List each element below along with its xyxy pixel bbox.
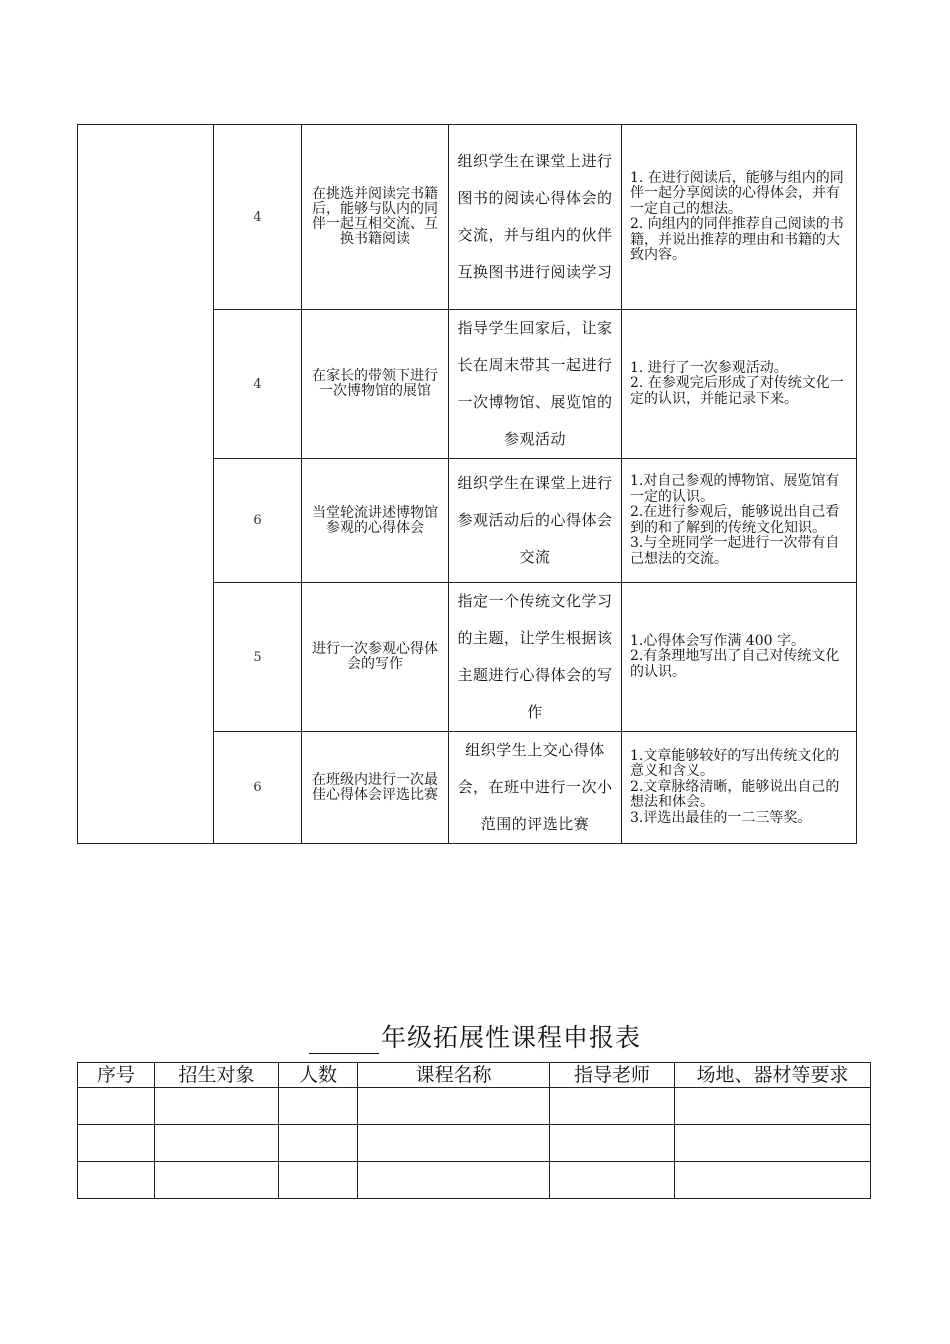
form-cell[interactable] <box>279 1162 358 1199</box>
activity-cell: 当堂轮流讲述博物馆参观的心得体会 <box>302 459 449 583</box>
goals-cell <box>622 732 857 844</box>
goal-item: 1.文章能够较好的写出传统文化的意义和含义。 <box>630 747 840 780</box>
goal-item: 2. 向组内的同伴推荐自己阅读的书籍，并说出推荐的理由和书籍的大致内容。 <box>630 216 844 263</box>
goal-item: 1. 在进行阅读后，能够与组内的同伴一起分享阅读的心得体会，并有一定自己的想法。 <box>630 169 844 217</box>
form-cell[interactable] <box>550 1162 675 1199</box>
form-cell[interactable] <box>675 1162 871 1199</box>
goal-item: 2.文章脉络清晰，能够说出自己的想法和体会。 <box>630 778 840 811</box>
column-header-instructor: 指导老师 <box>550 1063 675 1088</box>
hours-cell: 6 <box>214 459 302 583</box>
goal-item: 1. 进行了一次参观活动。 <box>630 359 788 376</box>
header-row <box>78 1063 871 1088</box>
form-cell[interactable] <box>550 1125 675 1162</box>
form-cell[interactable] <box>358 1125 550 1162</box>
form-cell[interactable] <box>78 1088 155 1125</box>
goals-cell <box>622 459 857 583</box>
goal-item: 3.与全班同学一起进行一次带有自己想法的交流。 <box>630 535 840 567</box>
form-cell[interactable] <box>279 1088 358 1125</box>
hours-cell: 5 <box>214 583 302 732</box>
merged-module-cell <box>78 125 214 844</box>
form-row <box>78 1088 871 1125</box>
goal-item: 1.对自己参观的博物馆、展览馆有一定的认识。 <box>630 473 840 505</box>
form-cell[interactable] <box>155 1088 279 1125</box>
hours-cell: 4 <box>214 310 302 459</box>
column-header-enrollment-target: 招生对象 <box>155 1063 279 1088</box>
application-form-table <box>77 1062 871 1199</box>
method-cell: 组织学生在课堂上进行参观活动后的心得体会交流 <box>449 459 622 583</box>
form-cell[interactable] <box>155 1162 279 1199</box>
goal-item: 1.心得体会写作满 400 字。 <box>630 632 805 649</box>
form-cell[interactable] <box>675 1125 871 1162</box>
activity-cell: 在挑选并阅读完书籍后，能够与队内的同伴一起互相交流、互换书籍阅读 <box>302 125 449 310</box>
method-cell: 组织学生在课堂上进行图书的阅读心得体会的交流，并与组内的伙伴互换图书进行阅读学习 <box>449 125 622 310</box>
activity-cell: 在家长的带领下进行一次博物馆的展馆 <box>302 310 449 459</box>
form-row <box>78 1162 871 1199</box>
hours-cell: 6 <box>214 732 302 844</box>
grade-blank[interactable] <box>309 1027 379 1054</box>
goal-item: 2.在进行参观后，能够说出自己看到的和了解到的传统文化知识。 <box>630 504 840 536</box>
form-cell[interactable] <box>279 1125 358 1162</box>
column-header-index: 序号 <box>78 1063 155 1088</box>
activity-plan-table <box>77 124 857 844</box>
form-cell[interactable] <box>550 1088 675 1125</box>
goal-item: 2. 在参观完后形成了对传统文化一定的认识，并能记录下来。 <box>630 375 844 407</box>
method-cell: 指导学生回家后，让家长在周末带其一起进行一次博物馆、展览馆的参观活动 <box>449 310 622 459</box>
goal-item: 2.有条理地写出了自己对传统文化的认识。 <box>630 648 840 680</box>
column-header-venue-requirements: 场地、器材等要求 <box>675 1063 871 1088</box>
hours-cell: 4 <box>214 125 302 310</box>
form-cell[interactable] <box>358 1162 550 1199</box>
form-cell[interactable] <box>358 1088 550 1125</box>
column-header-headcount: 人数 <box>279 1063 358 1088</box>
goals-cell <box>622 125 857 310</box>
activity-cell: 进行一次参观心得体会的写作 <box>302 583 449 732</box>
column-header-course-name: 课程名称 <box>358 1063 550 1088</box>
method-cell: 指定一个传统文化学习的主题，让学生根据该主题进行心得体会的写作 <box>449 583 622 732</box>
activity-cell: 在班级内进行一次最佳心得体会评选比赛 <box>302 732 449 844</box>
form-cell[interactable] <box>78 1162 155 1199</box>
goals-cell <box>622 583 857 732</box>
form-cell[interactable] <box>78 1125 155 1162</box>
form-cell[interactable] <box>155 1125 279 1162</box>
goals-cell <box>622 310 857 459</box>
table-row <box>78 125 857 310</box>
form-row <box>78 1125 871 1162</box>
form-title <box>0 1018 950 1054</box>
form-cell[interactable] <box>675 1088 871 1125</box>
method-cell: 组织学生上交心得体会，在班中进行一次小范围的评选比赛 <box>449 732 622 844</box>
form-title-text: 年级拓展性课程申报表 <box>380 1023 641 1052</box>
goal-item: 3.评选出最佳的一二三等奖。 <box>630 809 812 826</box>
